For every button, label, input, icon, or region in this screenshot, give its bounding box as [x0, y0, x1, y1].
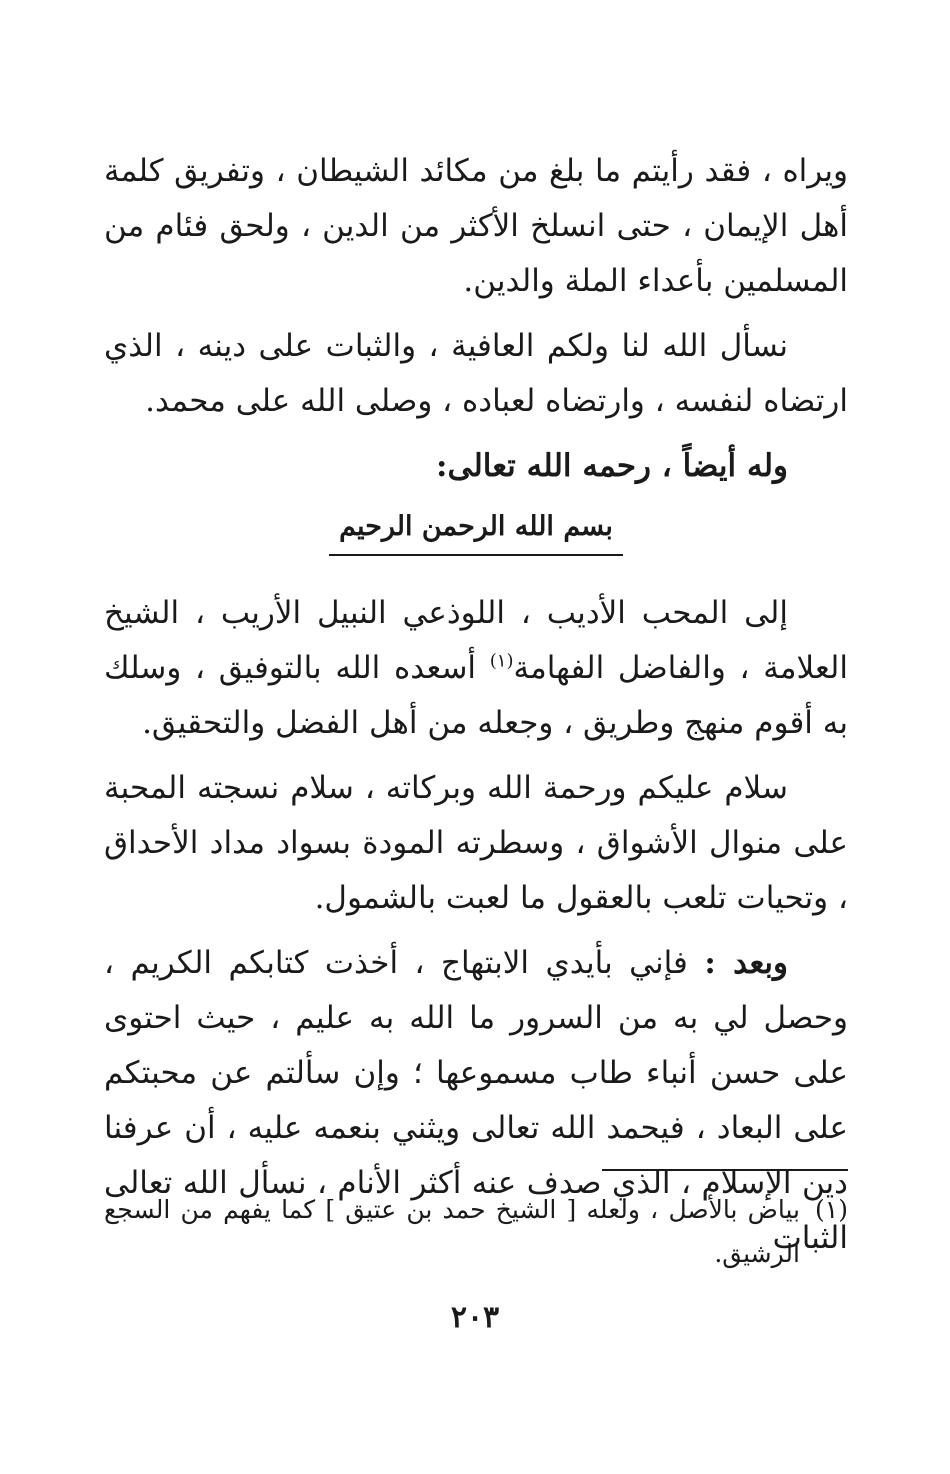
- letter-paragraph-1: [104, 586, 848, 751]
- section-heading: وله أيضاً ، رحمه الله تعالى:: [436, 448, 788, 484]
- footnote-number: (١): [815, 1195, 848, 1224]
- footnote-divider: [602, 1169, 848, 1171]
- footnote-reference[interactable]: (١): [489, 650, 514, 672]
- paragraph-2: نسأل الله لنا ولكم العافية ، والثبات على دينه ، الذي ارتضاه لنفسه ، وارتضاه لعباده ، وصلى الله على محمد.: [104, 328, 848, 419]
- letter-p1-text-cont: أسعده الله بالتوفيق ، وسلك به أقوم منهج وطريق ، وجعله من أهل الفضل والتحقيق.: [104, 650, 848, 741]
- page-body: [104, 144, 848, 1276]
- letter-paragraph-2: سلام عليكم ورحمة الله وبركاته ، سلام نسجته المحبة على منوال الأشواق ، وسطرته المودة بسواد مداد الأحداق ، وتحيات تلعب بالعقول ما لعبت بالشمول.: [104, 770, 848, 916]
- letter-p1-text: إلى المحب الأديب ، اللوذعي النبيل الأريب ، الشيخ العلامة ، والفاضل الفهامة: [104, 595, 848, 686]
- page-number: ٢٠٣: [450, 1300, 500, 1335]
- footnotes: [104, 1188, 848, 1276]
- paragraph-1: ويراه ، فقد رأيتم ما بلغ من مكائد الشيطان ، وتفريق كلمة أهل الإيمان ، حتى انسلخ الأكثر من الدين ، ولحق فئام من المسلمين بأعداء الملة والدين.: [104, 153, 848, 299]
- footnote-text: بياض بالأصل ، ولعله [ الشيخ حمد بن عتيق ] كما يفهم من السجع الرشيق.: [104, 1195, 800, 1268]
- letter-p3-lead: وبعد :: [704, 945, 789, 981]
- basmala-text: بسم الله الرحمن الرحيم: [329, 502, 623, 556]
- footnote-item: [104, 1188, 848, 1276]
- letter-p3-text: فإني بأيدي الابتهاج ، أخذت كتابكم الكريم ، وحصل لي به من السرور ما الله به عليم ، حيث احتوى على حسن أنباء طاب مسموعها ؛ وإن سألتم عن محبتكم على البعاد ، فيحمد الله تعالى ويثني بنعمه عليه ، أن عرفنا دين الإسلام ، الذي صدف عنه أكثر الأنام ، نسأل الله تعالى الثبات: [104, 945, 848, 1256]
- basmala-ornament: [104, 502, 848, 556]
